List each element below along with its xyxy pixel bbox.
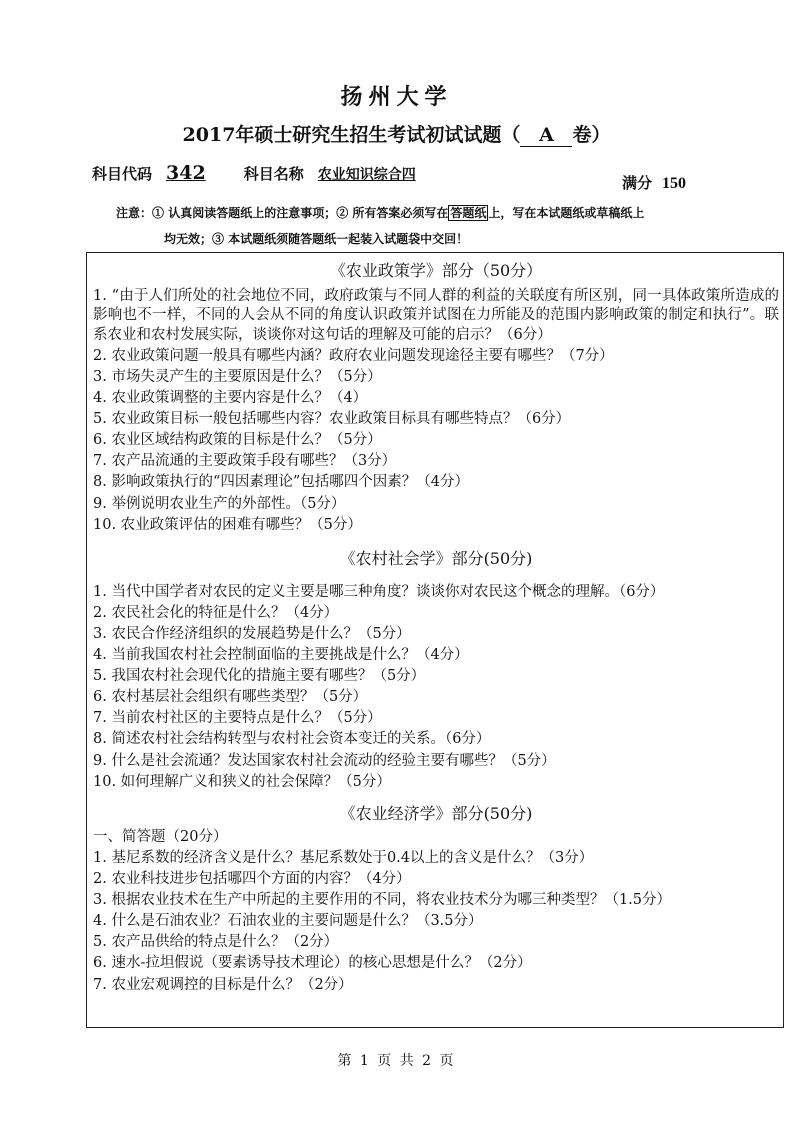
subject-name-label: 科目名称 [243, 165, 304, 183]
question-list-economics [93, 849, 779, 995]
questions-frame [86, 252, 784, 1028]
subject-info [92, 162, 416, 184]
question: 4. 农业政策调整的主要内容是什么？（4） [93, 390, 368, 407]
notice-line-2: 均无效；③ 本试题纸须随答题纸一起装入试题袋中交回！ [164, 232, 469, 246]
full-score-label: 满分 [622, 174, 653, 192]
question: 5. 农产品供给的特点是什么？（2分） [93, 934, 339, 951]
subsection-heading: 一、简答题（20分） [93, 828, 228, 845]
section-title-sociology: 《农村社会学》部分(50分) [339, 549, 533, 569]
question: 9. 举例说明农业生产的外部性。（5分） [93, 495, 346, 512]
question: 2. 农民社会化的特征是什么？（4分） [93, 604, 339, 621]
question: 2. 农业政策问题一般具有哪些内涵？政府农业问题发现途径主要有哪些？（7分） [93, 347, 614, 364]
exam-title-suffix: 卷） [572, 124, 611, 146]
question: 10. 如何理解广义和狭义的社会保障？（5分） [93, 773, 391, 790]
question-list-sociology [93, 583, 779, 792]
section-title-economics: 《农业经济学》部分(50分) [339, 804, 533, 824]
question: 10. 农业政策评估的困难有哪些？（5分） [93, 516, 362, 533]
question: 8. 简述农村社会结构转型与农村社会资本变迁的关系。（6分） [93, 731, 491, 748]
exam-title [0, 120, 793, 147]
question: 3. 市场失灵产生的主要原因是什么？（5分） [93, 368, 382, 385]
subject-code-label: 科目代码 [92, 165, 153, 183]
subject-name: 农业知识综合四 [317, 167, 416, 183]
subject-code: 342 [166, 162, 206, 184]
question: 6. 农村基层社会组织有哪些类型？（5分） [93, 689, 368, 706]
question: 8. 影响政策执行的“四因素理论”包括哪四个因素？（4分） [93, 474, 469, 491]
question: 2. 农业科技进步包括哪四个方面的内容？（4分） [93, 871, 411, 888]
exam-notice [116, 200, 776, 252]
exam-title-prefix: 2017年硕士研究生招生考试初试试题（ [182, 124, 521, 146]
section-title-policy: 《农业政策学》部分（50分） [329, 261, 543, 280]
question: 1. 基尼系数的经济含义是什么？基尼系数处于0.4以上的含义是什么？（3分） [93, 849, 594, 866]
question: 4. 当前我国农村社会控制面临的主要挑战是什么？（4分） [93, 647, 469, 664]
question: 3. 农民合作经济组织的发展趋势是什么？（5分） [93, 626, 411, 642]
full-score-value: 150 [662, 175, 687, 192]
question: 4. 什么是石油农业？石油农业的主要问题是什么？（3.5分） [93, 913, 483, 930]
page-number: 第 1 页 共 2 页 [337, 1053, 456, 1069]
question-list-policy [93, 287, 779, 536]
question: 9. 什么是社会流通？发达国家农村社会流动的经验主要有哪些？（5分） [93, 752, 556, 769]
question: 6. 农业区域结构政策的目标是什么？（5分） [93, 432, 382, 449]
question: 3. 根据农业技术在生产中所起的主要作用的不同，将农业技术分为哪三种类型？（1.5分） [93, 892, 672, 909]
notice-text-1: ① 认真阅读答题纸上的注意事项；② 所有答案必须写在 [152, 206, 449, 220]
full-score [622, 172, 686, 193]
question: 1. 当代中国学者对农民的定义主要是哪三种角度？谈谈你对农民这个概念的理解。（6分） [93, 583, 665, 600]
question: 7. 当前农村社区的主要特点是什么？（5分） [93, 710, 382, 727]
question: 7. 农产品流通的主要政策手段有哪些？（3分） [93, 453, 397, 470]
question: 5. 农业政策目标一般包括哪些内容？农业政策目标具有哪些特点？（6分） [93, 411, 571, 428]
notice-boxed-text: 答题纸 [450, 206, 487, 220]
question: 5. 我国农村社会现代化的措施主要有哪些？（5分） [93, 668, 426, 685]
question: 6. 速水-拉坦假说（要素诱导技术理论）的核心思想是什么？（2分） [93, 955, 532, 972]
paper-version: A [520, 124, 572, 147]
question: 7. 农业宏观调控的目标是什么？（2分） [93, 976, 353, 993]
university-name: 扬州大学 [340, 84, 453, 110]
notice-label: 注意： [116, 206, 153, 220]
question: 1. “由于人们所处的社会地位不同，政府政策与不同人群的利益的关联度有所区别，同一具体政策所造成的影响也不一样，不同的人会从不同的角度认识政策并试图在力所能及的范围内影响政策的制定和执行”。联系农业和农村发展实际，谈谈你对这句话的理解及可能的启示？（6分） [93, 287, 779, 343]
notice-text-2: 上，写在本试题纸或草稿纸上 [488, 206, 645, 220]
